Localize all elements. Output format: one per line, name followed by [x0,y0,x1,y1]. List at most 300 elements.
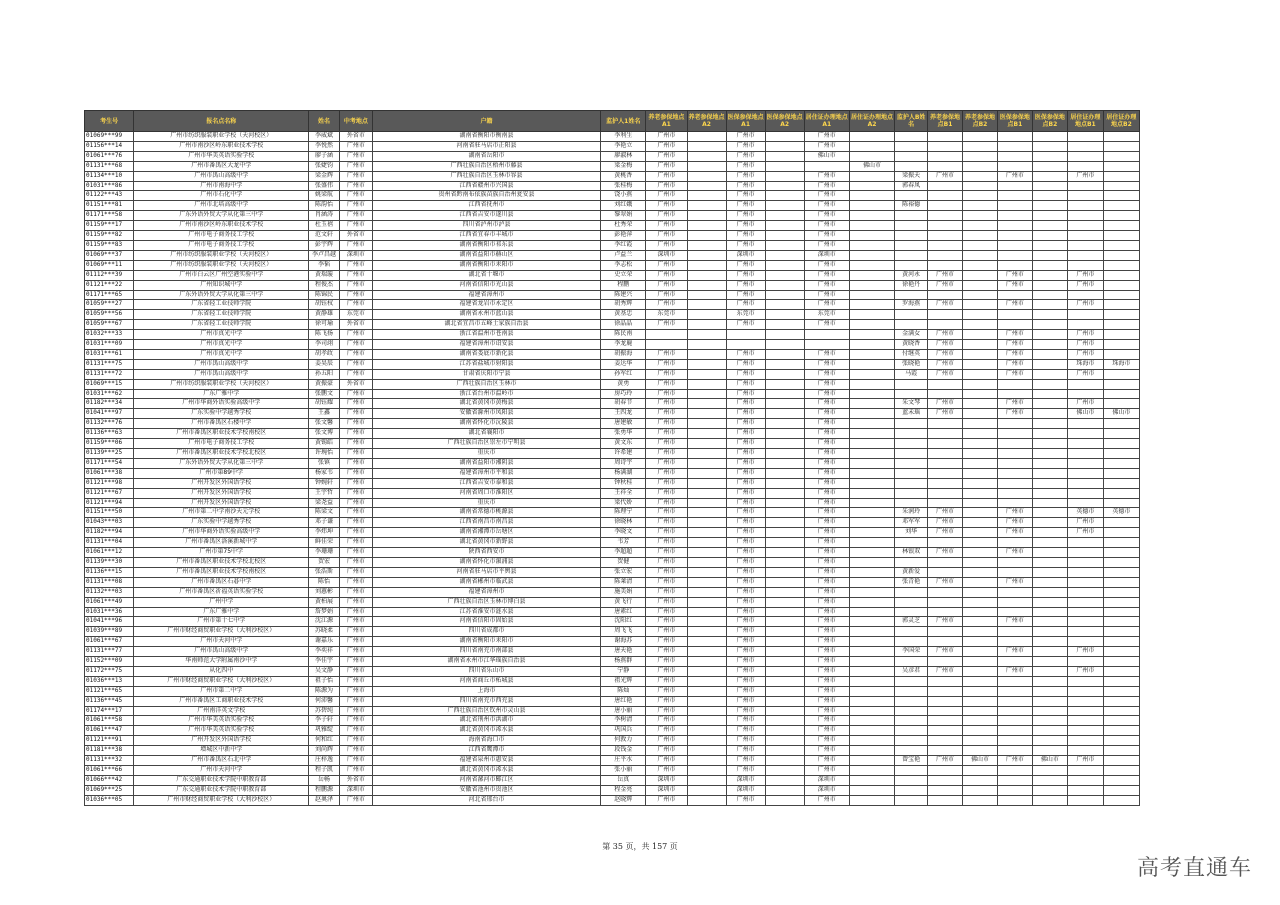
table-cell [1067,766,1103,776]
table-cell: 深圳市 [804,250,849,260]
table-cell: 广州市 [646,300,687,310]
table-cell [849,419,894,429]
table-cell: 湖南省衡阳市耒阳市 [372,260,600,270]
table-cell: 巩国兵 [601,726,646,736]
table-cell: 广州市 [726,518,765,528]
table-cell: 唐小丽 [601,706,646,716]
table-cell [765,201,804,211]
table-cell: 01131***08 [85,577,134,587]
table-cell: 英德市 [1103,508,1139,518]
table-cell [687,597,726,607]
table-cell: 广州市纺织服装职业学校（天河校区） [134,260,309,270]
table-cell: 湖南省岳阳市 [372,151,600,161]
table-cell [895,785,928,795]
table-cell [765,409,804,419]
table-cell: 广州市真光中学 [134,330,309,340]
table-cell [997,538,1032,548]
table-cell [687,587,726,597]
table-cell [765,676,804,686]
table-cell: 广州市 [339,181,372,191]
table-cell: 01069***25 [85,785,134,795]
table-cell: 广州市华美英语实验学校 [134,716,309,726]
table-cell [997,320,1032,330]
table-cell: 广州市 [804,617,849,627]
table-cell [1067,151,1103,161]
table-cell: 广东交通职业技术学院中职教育部 [134,775,309,785]
table-cell: 黄河永 [895,270,928,280]
table-cell: 广州市 [804,696,849,706]
table-cell: 广州市 [1067,528,1103,538]
table-cell [997,706,1032,716]
table-cell: 贺健 [601,557,646,567]
table-header-row [85,111,1140,132]
table-cell: 广州市 [726,756,765,766]
table-cell: 李炜坤 [309,528,340,538]
table-cell: 广州市 [726,498,765,508]
table-cell: 广州市 [726,528,765,538]
table-row [85,330,1140,340]
table-cell: 广西壮族自治区玉林市 [372,379,600,389]
table-cell: 广州市 [646,379,687,389]
table-cell [849,221,894,231]
table-cell: 广州市 [726,359,765,369]
table-cell: 广州市 [726,607,765,617]
table-cell: 广州市 [928,409,963,419]
table-cell [895,746,928,756]
table-row [85,597,1140,607]
table-cell: 广州市 [646,439,687,449]
table-cell: 广州市 [997,756,1032,766]
table-cell [1103,419,1139,429]
table-cell: 广州市 [804,478,849,488]
table-cell: 梁金辉 [309,171,340,181]
table-cell [1067,676,1103,686]
table-cell: 01112***39 [85,270,134,280]
table-cell: 段钱金 [601,746,646,756]
table-cell [849,746,894,756]
table-cell [1067,498,1103,508]
column-header: 养老参保地点A1 [646,111,687,132]
table-cell: 01131***32 [85,756,134,766]
table-cell: 广州市 [646,706,687,716]
table-cell: 01043***03 [85,518,134,528]
table-cell: 广州市 [804,795,849,805]
table-cell: 广州市 [726,151,765,161]
table-cell [1067,716,1103,726]
table-cell: 01036***05 [85,795,134,805]
table-cell [1032,508,1067,518]
table-row [85,577,1140,587]
table-cell: 广州市 [804,706,849,716]
table-cell [1103,587,1139,597]
table-cell: 广州市 [726,657,765,667]
table-cell [1032,557,1067,567]
table-cell: 广州市 [928,171,963,181]
table-cell [963,429,998,439]
table-row [85,201,1140,211]
table-cell [963,231,998,241]
table-cell: 广州市白云区广州空港实验中学 [134,270,309,280]
table-cell [1032,151,1067,161]
table-cell [765,359,804,369]
table-cell [765,399,804,409]
table-cell: 陈莱清 [601,577,646,587]
table-cell [895,478,928,488]
table-cell: 01041***96 [85,617,134,627]
table-cell [849,231,894,241]
table-cell [895,775,928,785]
table-cell: 郭春凤 [895,181,928,191]
table-cell [687,409,726,419]
table-cell: 杨满湖 [601,468,646,478]
table-cell [1067,439,1103,449]
table-cell: 江西省吉安市泰和县 [372,478,600,488]
table-cell [895,498,928,508]
table-cell [1067,132,1103,142]
table-cell [765,468,804,478]
table-cell [997,250,1032,260]
table-cell: 肖涵涛 [309,211,340,221]
table-cell [849,567,894,577]
table-cell: 01182***94 [85,528,134,538]
table-cell: 广州市 [339,359,372,369]
table-cell [687,657,726,667]
table-cell: 广州知识城中学 [134,280,309,290]
table-cell [1032,696,1067,706]
table-cell [963,389,998,399]
table-cell: 深圳市 [726,785,765,795]
table-cell: 广州市 [646,231,687,241]
table-cell: 黄瑞璇 [309,270,340,280]
table-cell [928,478,963,488]
table-cell: 广州市 [726,676,765,686]
table-cell: 广州市 [1067,171,1103,181]
table-cell: 鲜佳荣 [309,538,340,548]
table-row [85,141,1140,151]
table-cell: 广州市 [726,458,765,468]
table-cell: 广州市 [726,191,765,201]
table-cell [765,597,804,607]
table-cell: 广州市 [339,260,372,270]
table-cell: 河南省驻马店市正阳县 [372,141,600,151]
table-cell [928,221,963,231]
table-cell: 01131***68 [85,161,134,171]
table-cell [963,310,998,320]
table-cell [1067,389,1103,399]
table-cell [1067,141,1103,151]
table-cell [997,567,1032,577]
table-cell [997,468,1032,478]
table-cell: 湖北省黄冈市浠水县 [372,766,600,776]
table-cell: 广州市 [646,211,687,221]
table-row [85,250,1140,260]
table-cell [687,647,726,657]
table-cell [1032,181,1067,191]
table-cell [895,538,928,548]
table-cell: 广州市 [339,508,372,518]
table-cell [963,785,998,795]
table-cell [928,439,963,449]
table-cell: 徐艳丹 [895,280,928,290]
table-cell [895,161,928,171]
table-cell [687,498,726,508]
table-cell: 李树清 [601,716,646,726]
table-cell: 01121***98 [85,478,134,488]
table-cell: 广东省轻工业技师学院 [134,310,309,320]
table-cell [646,330,687,340]
table-cell: 广州市 [726,439,765,449]
table-cell [928,686,963,696]
table-cell: 张婕钧 [309,161,340,171]
table-cell: 广东外语外贸大学从化第三中学 [134,290,309,300]
table-row [85,260,1140,270]
table-cell [1103,439,1139,449]
table-cell: 张镇 [309,458,340,468]
table-cell: 广州市 [339,538,372,548]
table-cell: 广州市 [646,449,687,459]
table-cell: 彭宇辉 [309,240,340,250]
table-cell [928,141,963,151]
table-cell [963,201,998,211]
table-cell [1067,627,1103,637]
table-cell: 广州市 [646,290,687,300]
table-cell [1103,379,1139,389]
table-row [85,607,1140,617]
table-cell: 广州市 [339,726,372,736]
table-cell: 广州市华商外语实验高级中学 [134,528,309,538]
table-row [85,240,1140,250]
table-cell [997,597,1032,607]
table-cell: 广州市 [804,141,849,151]
table-cell [1067,310,1103,320]
table-cell: 吴文静 [309,666,340,676]
table-cell [963,716,998,726]
table-cell: 01156***14 [85,141,134,151]
table-cell [849,617,894,627]
table-cell [1067,736,1103,746]
table-cell: 广州市 [646,766,687,776]
table-cell: 广州市番禺区职业技术学校北校区 [134,449,309,459]
table-cell: 广州市 [646,201,687,211]
table-cell: 张文博 [309,429,340,439]
table-cell: 广州市 [804,637,849,647]
table-cell [963,221,998,231]
table-cell [997,449,1032,459]
table-cell: 广州市 [726,706,765,716]
table-cell [997,736,1032,746]
table-cell [1032,429,1067,439]
table-cell [849,389,894,399]
table-cell [963,330,998,340]
table-row [85,726,1140,736]
table-cell: 广州市番禺区职业技术学校南校区 [134,429,309,439]
table-cell [963,548,998,558]
table-cell: 珠海市 [1067,359,1103,369]
table-cell: 01181***38 [85,746,134,756]
table-cell [963,637,998,647]
table-cell [849,726,894,736]
table-cell [895,676,928,686]
table-cell: 广东实验中学越秀学校 [134,409,309,419]
table-cell: 广州市番禺区石碁中学 [134,577,309,587]
table-cell: 唐建敏 [601,419,646,429]
table-cell: 广州市天河中学 [134,766,309,776]
table-cell [687,746,726,756]
table-cell: 湖北省黄冈市黄梅县 [372,399,600,409]
table-cell: 广州市 [726,369,765,379]
table-cell: 广州市 [339,657,372,667]
table-cell: 广州市 [726,627,765,637]
table-cell: 广州市南沙区岭东职业技术学校 [134,221,309,231]
table-cell: 广州市 [339,240,372,250]
table-cell [1067,538,1103,548]
table-cell [1103,270,1139,280]
table-cell: 广州市 [339,597,372,607]
table-cell: 广州市 [646,538,687,548]
table-cell: 广州市 [997,349,1032,359]
table-cell [687,151,726,161]
table-cell [765,349,804,359]
table-cell: 01069***37 [85,250,134,260]
table-cell [963,379,998,389]
table-cell: 广州市 [804,221,849,231]
table-cell [687,488,726,498]
table-cell [1103,736,1139,746]
table-cell: 广州市 [804,171,849,181]
table-cell: 邓军军 [895,518,928,528]
table-cell: 广西壮族自治区钦州市灵山县 [372,706,600,716]
table-cell [1103,706,1139,716]
table-cell [687,518,726,528]
table-row [85,627,1140,637]
table-cell [849,676,894,686]
table-row [85,716,1140,726]
table-cell: 饶小燕 [601,191,646,201]
table-cell: 岳畅 [309,775,340,785]
table-cell: 01152***09 [85,657,134,667]
table-cell: 广州开发区外国语学校 [134,478,309,488]
table-cell [928,161,963,171]
table-cell: 湖北省黄冈市新野县 [372,538,600,548]
table-cell: 韦芳 [601,538,646,548]
table-cell: 广州市南海中学 [134,181,309,191]
table-cell [1103,775,1139,785]
table-cell: 胡振海 [601,349,646,359]
table-cell [997,488,1032,498]
table-cell [928,607,963,617]
table-cell [1067,458,1103,468]
table-cell: 01131***72 [85,369,134,379]
table-cell [928,240,963,250]
table-cell: 张立宏 [601,567,646,577]
table-cell: 广州市 [804,508,849,518]
table-cell [928,706,963,716]
table-cell [895,706,928,716]
table-cell [1067,637,1103,647]
table-cell [687,290,726,300]
table-cell: 广州市第75中学 [134,548,309,558]
table-cell: 深圳市 [726,775,765,785]
table-cell [849,736,894,746]
table-cell: 广州市 [997,171,1032,181]
table-cell [1067,290,1103,300]
table-cell: 广州市电子商务技工学校 [134,240,309,250]
table-row [85,686,1140,696]
table-cell: 陈韵怡 [309,201,340,211]
table-cell: 广州市 [726,666,765,676]
table-cell: 01061***38 [85,468,134,478]
table-row [85,300,1140,310]
table-cell [997,627,1032,637]
table-cell: 广州市 [804,389,849,399]
table-cell [849,191,894,201]
table-cell: 广州市 [804,181,849,191]
table-cell: 广州市 [997,340,1032,350]
table-cell: 湖南省衡阳市耒阳市 [372,637,600,647]
table-cell: 广州市 [726,696,765,706]
table-cell [997,686,1032,696]
table-cell [1032,300,1067,310]
table-cell: 广州市 [928,508,963,518]
table-cell [687,736,726,746]
table-cell: 广州市 [804,666,849,676]
table-cell: 广州市 [646,280,687,290]
table-cell [963,161,998,171]
table-cell [1032,538,1067,548]
table-cell [928,201,963,211]
table-cell: 广州市 [804,260,849,270]
table-cell: 01069***99 [85,132,134,142]
table-cell: 张桂梅 [601,181,646,191]
table-cell [1103,617,1139,627]
table-cell: 陈理宁 [601,508,646,518]
table-cell [1103,567,1139,577]
table-cell [963,666,998,676]
table-cell [687,300,726,310]
table-cell: 广州市 [646,795,687,805]
table-cell: 广州市 [1067,666,1103,676]
table-cell: 广州市 [339,637,372,647]
table-cell: 广州市 [646,597,687,607]
table-cell: 广州市番禺区大龙中学 [134,161,309,171]
table-cell: 梁代娇 [601,498,646,508]
table-cell: 广州市 [804,359,849,369]
table-cell: 01136***45 [85,696,134,706]
table-cell: 广州市 [997,647,1032,657]
table-cell [963,280,998,290]
table-cell: 广州市 [997,270,1032,280]
table-cell [1032,458,1067,468]
table-cell: 广州市 [646,637,687,647]
table-cell [804,340,849,350]
table-cell: 广州市 [726,419,765,429]
table-cell [1067,429,1103,439]
table-cell [1067,468,1103,478]
table-cell [687,617,726,627]
table-cell [963,250,998,260]
table-cell: 01059***27 [85,300,134,310]
table-cell: 四川省成都市 [372,627,600,637]
table-cell: 广州市 [804,132,849,142]
table-cell: 广州市真光中学 [134,340,309,350]
table-cell [1067,191,1103,201]
table-cell: 黄新爱 [895,567,928,577]
table-cell: 从化四中 [134,666,309,676]
table-cell: 广州市 [646,676,687,686]
table-cell: 黄基忠 [601,310,646,320]
table-cell: 广州市 [928,647,963,657]
table-cell: 深圳市 [646,785,687,795]
